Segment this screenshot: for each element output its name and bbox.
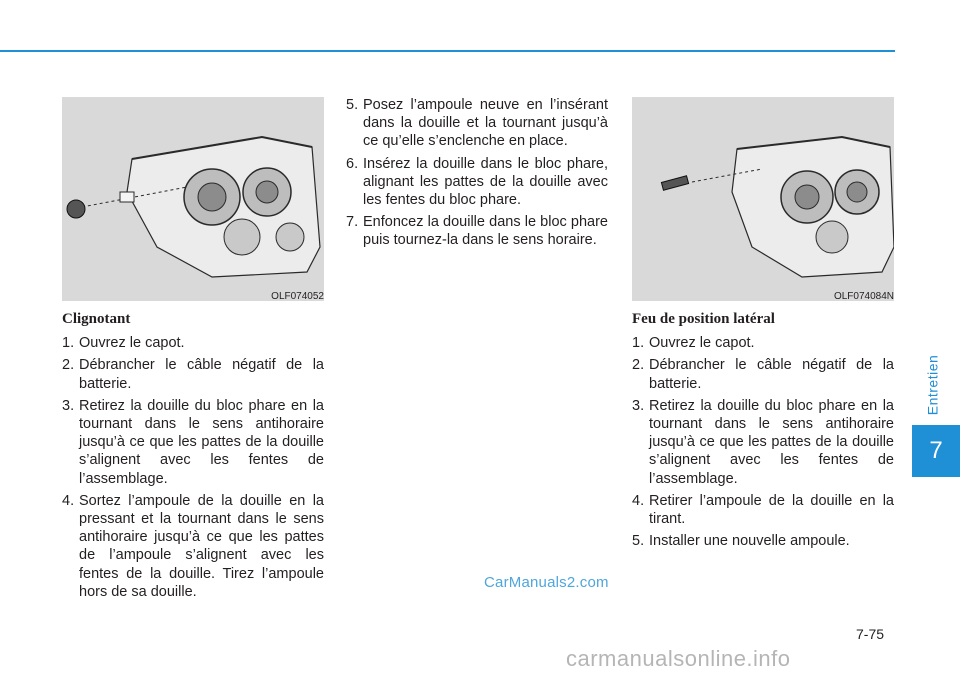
figure-code-right: OLF074084N	[833, 291, 894, 302]
chapter-tab-number: 7	[912, 425, 960, 477]
steps-list	[632, 334, 894, 550]
steps-list	[346, 96, 608, 250]
list-item: 7. Enfoncez la douille dans le bloc phare puis tournez-la dans le sens horaire.	[346, 214, 608, 249]
top-rule	[0, 50, 895, 52]
list-item: 5. Posez l’ampoule neuve en l’insérant dans la douille et la tournant jusqu’à ce qu’elle s’enclenche en place.	[346, 97, 608, 150]
headlamp-illustration-right	[632, 97, 894, 301]
list-item: 2. Débrancher le câble négatif de la batterie.	[632, 357, 894, 392]
chapter-tab-label: Entretien	[924, 354, 941, 416]
list-item: 4. Retirer l’ampoule de la douille en la tirant.	[632, 492, 894, 528]
section-heading: Feu de position latéral	[632, 311, 775, 327]
steps-list	[62, 334, 324, 601]
page-number: 7-75	[856, 626, 885, 642]
turn-signal-section-continued	[346, 96, 608, 254]
section-heading: Clignotant	[62, 311, 131, 327]
footer-watermark: carmanualsonline.info	[566, 646, 791, 671]
list-item: 1. Ouvrez le capot.	[62, 335, 185, 352]
list-item: 1. Ouvrez le capot.	[632, 335, 755, 352]
figure-turn-signal	[62, 97, 324, 301]
list-item: 2. Débrancher le câble négatif de la batterie.	[62, 357, 324, 392]
list-item: 5. Installer une nouvelle ampoule.	[632, 533, 850, 550]
figure-code-left: OLF074052	[271, 291, 324, 302]
list-item: 3. Retirez la douille du bloc phare en la tournant dans le sens antihoraire jusqu’à ce que les pattes de la douille s’alignent avec les fentes de l’assemblage.	[62, 397, 324, 487]
watermark-link[interactable]: CarManuals2.com	[484, 574, 609, 591]
turn-signal-section	[62, 310, 324, 605]
list-item: 3. Retirez la douille du bloc phare en la tournant dans le sens antihoraire jusqu’à ce que les pattes de la douille s’alignent avec les fentes de l’assemblage.	[632, 397, 894, 487]
headlamp-illustration-left	[62, 97, 324, 301]
list-item: 6. Insérez la douille dans le bloc phare, alignant les pattes de la douille avec les fentes du bloc phare.	[346, 155, 608, 209]
figure-side-marker	[632, 97, 894, 301]
side-marker-section	[632, 310, 894, 554]
list-item: 4. Sortez l’ampoule de la douille en la pressant et la tournant dans le sens antihoraire jusqu’à ce que les pattes de l’ampoule s’alignent avec les fentes de la douille. Tirez l’ampoule hors de sa douille.	[62, 492, 324, 600]
